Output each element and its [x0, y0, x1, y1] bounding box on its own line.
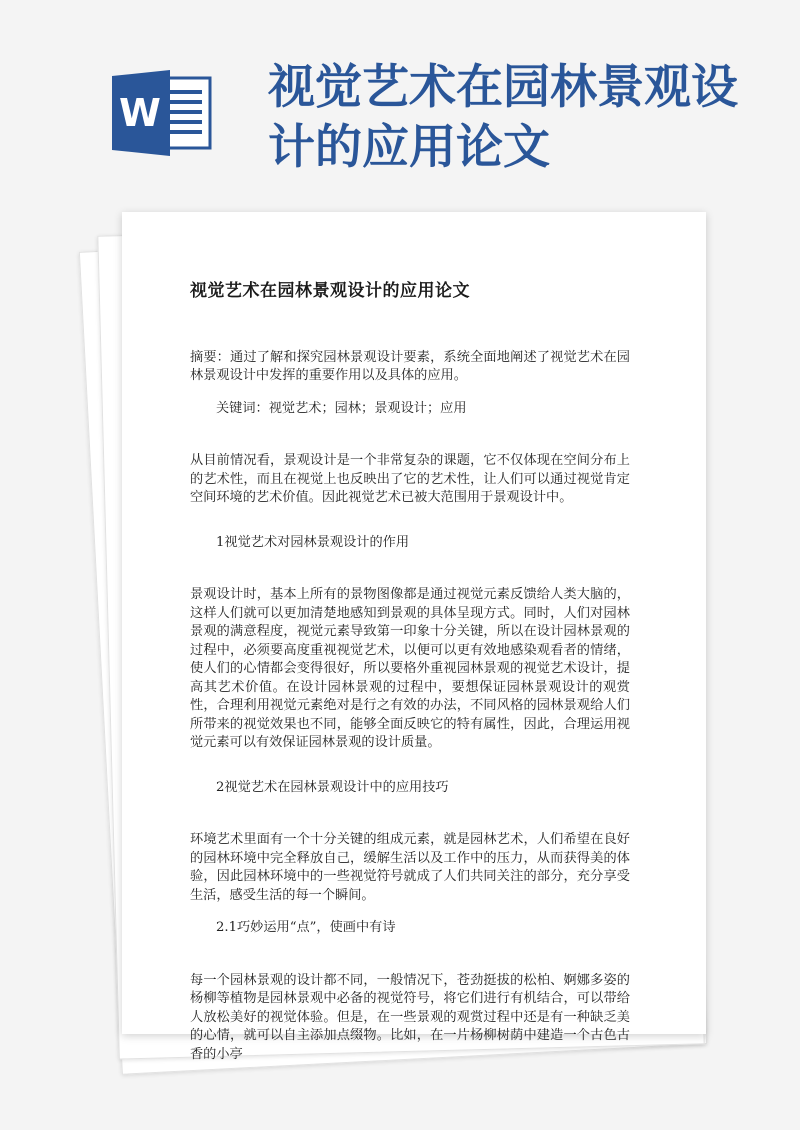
word-icon — [112, 70, 212, 156]
document-title: 视觉艺术在园林景观设计的应用论文 — [190, 281, 470, 301]
section-1-paragraph: 景观设计时，基本上所有的景物图像都是通过视觉元素反馈给人类大脑的，这样人们就可以更加清楚地感知到景观的具体呈现方式。同时，人们对园林景观的满意程度，视觉元素导致第一印象十分关键，所以在设计园林景观的过程中，必须要高度重视视觉艺术，以便可以更有效地感染观看者的情绪，使人们的心情都会变得很好，所以要格外重视园林景观的视觉艺术设计，提高其艺术价值。在设计园林景观的过程中，要想保证园林景观设计的观赏性，合理利用视觉元素绝对是行之有效的办法，不同风格的园林景观给人们所带来的视觉效果也不同，能够全面反映它的特有属性，因此，合理运用视觉元素可以有效保证园林景观的设计质量。 — [190, 587, 630, 750]
section-2-1-paragraph: 每一个园林景观的设计都不同，一般情况下，苍劲挺拔的松柏、婀娜多姿的杨柳等植物是园林景观中必备的视觉符号，将它们进行有机结合，可以带给人放松美好的视觉体验。但是，在一些景观的观赏过程中还是有一种缺乏美的心情，就可以自主添加点缀物。比如，在一片杨柳树荫中建造一个古色古香的小亭 — [190, 972, 630, 1062]
section-1-heading: 1视觉艺术对园林景观设计的作用 — [216, 534, 410, 550]
keywords: 关键词：视觉艺术；园林；景观设计；应用 — [216, 400, 467, 416]
section-2-paragraph: 环境艺术里面有一个十分关键的组成元素，就是园林艺术，人们希望在良好的园林环境中完全释放自己，缓解生活以及工作中的压力，从而获得美的体验，因此园林环境中的一些视觉符号就成了人们共同关注的部分，充分享受生活，感受生活的每一个瞬间。 — [190, 832, 630, 903]
banner-title: 视觉艺术在园林景观设计的应用论文 — [268, 60, 738, 175]
abstract: 摘要：通过了解和探究园林景观设计要素，系统全面地阐述了视觉艺术在园林景观设计中发挥的重要作用以及具体的应用。 — [190, 349, 630, 383]
document-content — [190, 282, 630, 1090]
intro-paragraph: 从目前情况看，景观设计是一个非常复杂的课题，它不仅体现在空间分布上的艺术性，而且在视觉上也反映出了它的艺术性，让人们可以通过视觉肯定空间环境的艺术价值。因此视觉艺术已被大范围用于景观设计中。 — [190, 453, 630, 505]
word-icon-letter: W — [119, 91, 161, 135]
section-2-heading: 2视觉艺术在园林景观设计中的应用技巧 — [216, 779, 449, 795]
section-2-1-heading: 2.1巧妙运用“点”，使画中有诗 — [216, 920, 396, 935]
document-page — [122, 212, 706, 1062]
